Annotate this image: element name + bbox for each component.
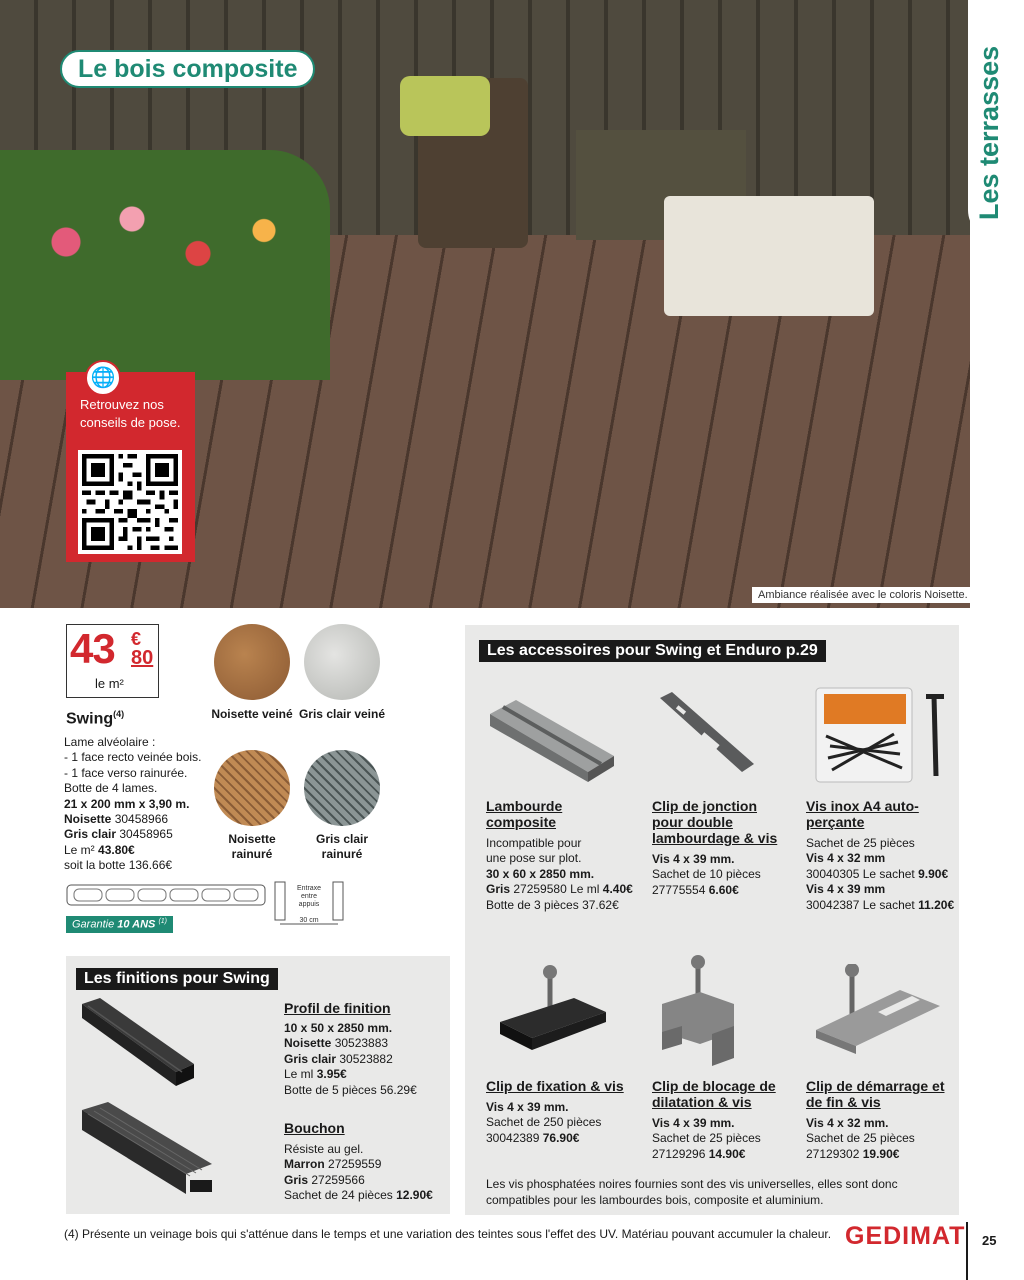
acc-name-fixing-clip: Clip de fixation & vis: [486, 1078, 624, 1094]
board-profile-diagram: [66, 882, 266, 908]
product-name: Swing$^{(4)}$: [66, 709, 125, 728]
blocking-clip-image: [658, 954, 742, 1066]
price-integer: 43: [70, 625, 115, 672]
acc-name-start-clip: Clip de démarrage et de fin & vis: [806, 1078, 945, 1110]
swatch-label: Gris clair rainuré: [315, 832, 369, 861]
svg-text:Entraxe: Entraxe: [296, 885, 322, 892]
footnote: (4) Présente un veinage bois qui s'atténue dans le temps et une variation des teintes sous l'effet des UV. Matériau pouvant accumuler la chaleur.: [64, 1227, 832, 1241]
acc-name-lambourde: Lambourde composite: [486, 798, 563, 830]
fin-desc-profile: 10 x 50 x 2850 mm. Noisette 30523883 Gris clair 30523882 Le ml 3.95€ Botte de 5 pièces 56.29€: [284, 1021, 417, 1097]
photo-caption: Ambiance réalisée avec le coloris Noisette.: [752, 587, 974, 603]
guarantee-badge: Garantie 10 ANS $^{(1)}$: [66, 916, 173, 933]
qr-panel[interactable]: [66, 372, 195, 562]
acc-desc-blocking-clip: Vis 4 x 39 mm. Sachet de 25 pièces 27129296 14.90€: [652, 1116, 761, 1161]
spacing-diagram: [270, 878, 350, 930]
acc-desc-lambourde: Incompatible pour une pose sur plot. 30 x 60 x 2850 mm. Gris 27259580 Le ml 4.40€ Botte de 3 pièces 37.62€: [486, 836, 633, 912]
acc-desc-start-clip: Vis 4 x 32 mm. Sachet de 25 pièces 27129302 19.90€: [806, 1116, 915, 1161]
section-tab: Les terrasses: [968, 0, 1024, 240]
acc-desc-junction-clip: Vis 4 x 39 mm. Sachet de 10 pièces 27775554 6.60€: [652, 852, 761, 897]
fixing-clip-image: [494, 962, 610, 1072]
svg-text:appuis: appuis: [298, 901, 320, 908]
start-end-clip-image: [812, 964, 944, 1064]
swatch-gris-clair-veine: [304, 624, 380, 700]
svg-text:30 cm: 30 cm: [299, 917, 319, 924]
qr-code[interactable]: [78, 450, 182, 554]
svg-text:entre: entre: [301, 893, 317, 900]
gedimat-logo: GEDIMAT: [845, 1222, 966, 1250]
fin-desc-cap: Résiste au gel. Marron 27259559 Gris 27259566 Sachet de 24 pièces 12.90€: [284, 1142, 433, 1203]
acc-name-stainless-screw: Vis inox A4 auto-perçante: [806, 798, 919, 830]
price-currency: €: [131, 629, 142, 649]
screw-bag-image: [810, 686, 950, 786]
end-cap-image: [78, 1100, 218, 1200]
swatch-label: Noisette rainuré: [228, 832, 276, 861]
finishing-profile-image: [78, 996, 196, 1088]
page-title: Le bois composite: [60, 50, 315, 88]
fin-name-cap: Bouchon: [284, 1120, 345, 1136]
product-description: Lame alvéolaire : - 1 face recto veinée bois. - 1 face verso rainurée. Botte de 4 lames. 21 x 200 mm x 3,90 m. Noisette 30458966 Gris clair 30458965 Le m² 43.80€ soit la botte 136.66€: [64, 735, 202, 873]
price-tag: [66, 624, 159, 698]
acc-desc-stainless-screw: Sachet de 25 pièces Vis 4 x 32 mm 30040305 Le sachet 9.90€ Vis 4 x 39 mm 30042387 Le sachet 11.20€: [806, 836, 955, 912]
price-unit: le m²: [95, 676, 124, 691]
lambourde-image: [486, 694, 616, 784]
accessories-title: Les accessoires pour Swing et Enduro p.29: [479, 640, 826, 662]
acc-name-blocking-clip: Clip de blocage de dilatation & vis: [652, 1078, 776, 1110]
swatch-label: Gris clair veiné: [298, 707, 386, 721]
swatch-gris-clair-rainure: [304, 750, 380, 826]
acc-name-junction-clip: Clip de jonction pour double lambourdage & vis: [652, 798, 778, 846]
swatch-noisette-veine: [214, 624, 290, 700]
white-pouf: [664, 196, 874, 316]
swatch-noisette-rainure: [214, 750, 290, 826]
acc-desc-fixing-clip: Vis 4 x 39 mm. Sachet de 250 pièces 30042389 76.90€: [486, 1100, 602, 1145]
finitions-title: Les finitions pour Swing: [76, 968, 278, 990]
swatch-label: Noisette veiné: [211, 707, 293, 721]
junction-clip-image: [654, 690, 764, 786]
page-number: 25: [982, 1233, 997, 1248]
globe-icon: 🌐: [85, 360, 121, 396]
fin-name-profile: Profil de finition: [284, 1000, 391, 1016]
qr-text: Retrouvez nos conseils de pose.: [80, 397, 181, 430]
screws-note: Les vis phosphatées noires fournies sont des vis universelles, elles sont donc compatibles pour les lambourdes bois, composite et aluminium.: [486, 1177, 898, 1207]
footer-divider: [966, 1222, 968, 1280]
price-decimals: 80: [131, 647, 154, 669]
rose-bed: [0, 150, 330, 380]
green-cushion: [400, 76, 490, 136]
